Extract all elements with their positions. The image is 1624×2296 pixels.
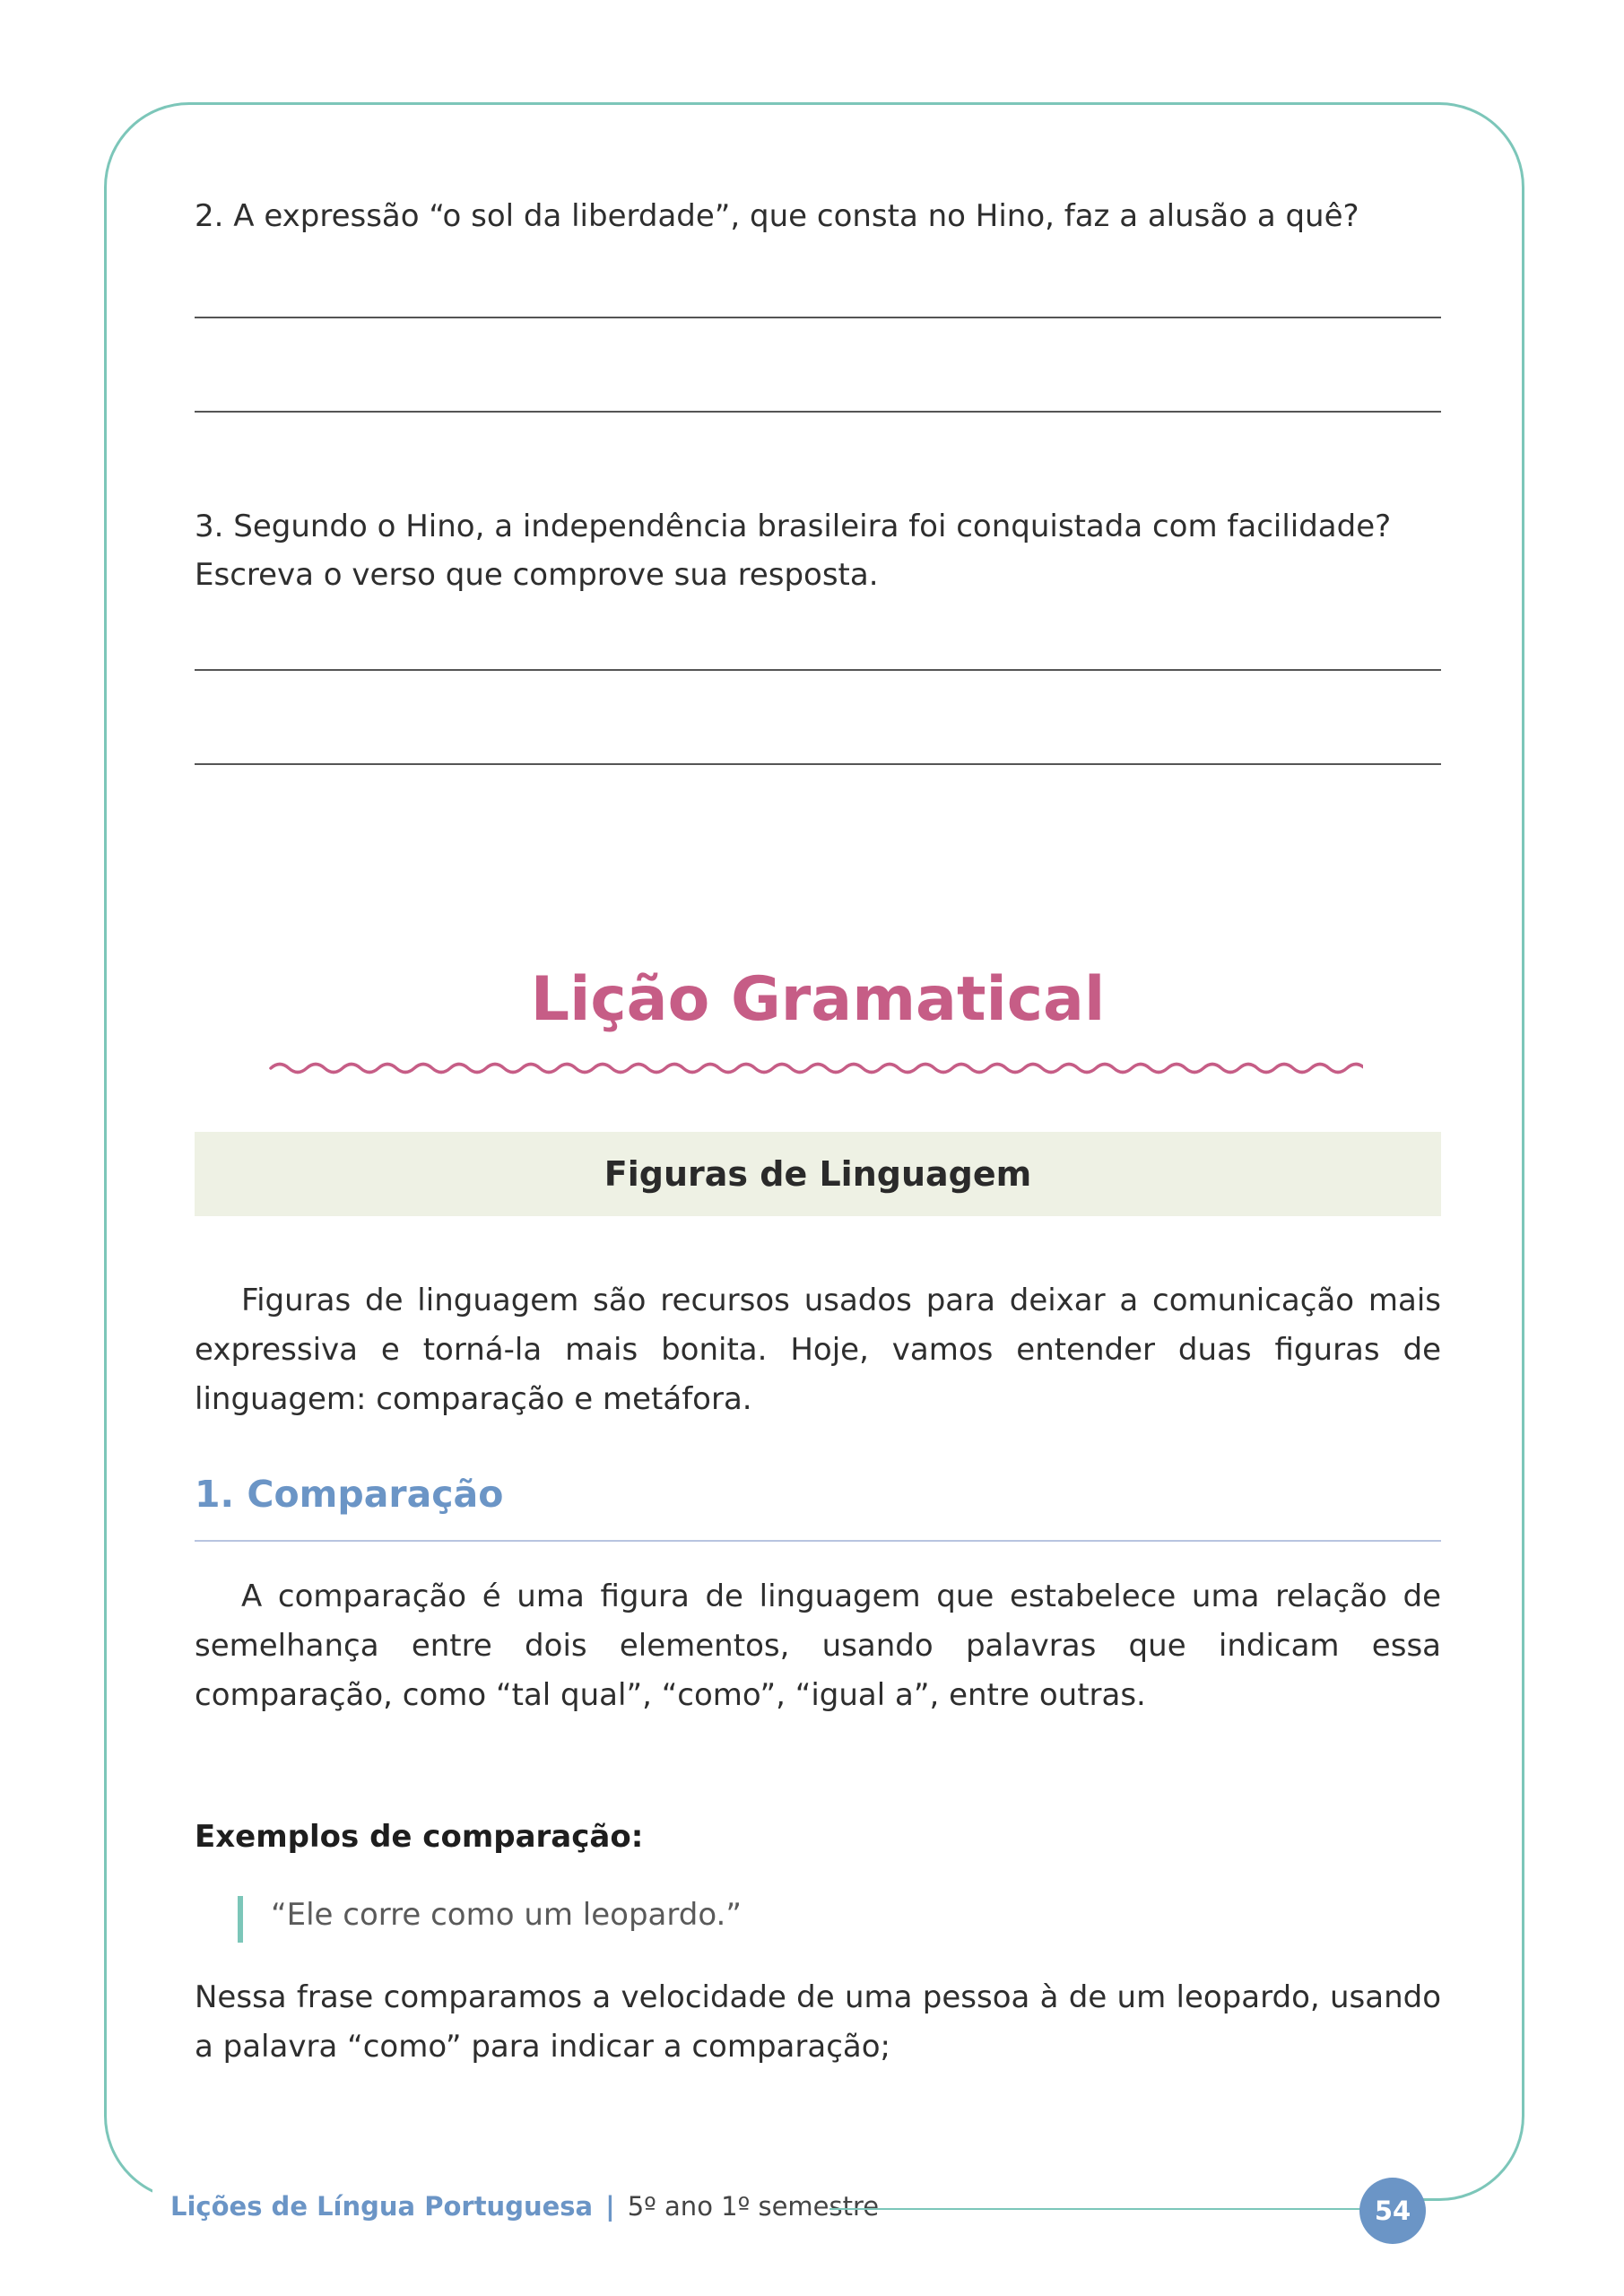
footer [170, 2191, 879, 2222]
footer-grade: 5º ano 1º semestre [627, 2191, 880, 2222]
footer-separator: | [605, 2191, 615, 2222]
lesson-title: Lição Gramatical [530, 964, 1106, 1035]
answer-line [195, 411, 1441, 413]
subsection-heading: 1. Comparação [195, 1473, 504, 1516]
examples-label: Exemplos de comparação: [195, 1819, 644, 1855]
footer-book-title: Lições de Língua Portuguesa [170, 2191, 594, 2222]
comparison-paragraph: A comparação é uma figura de linguagem que estabelece uma relação de semelhança entre dois elementos, usando palavras que indicam essa comparação, como “tal qual”, “como”, “igual a”, entre outras. [195, 1578, 1441, 1713]
section-title: Figuras de Linguagem [604, 1154, 1032, 1194]
example-quote: “Ele corre como um leopardo.” [271, 1897, 742, 1933]
example-explanation: Nessa frase comparamos a velocidade de uma pessoa à de um leopardo, usando a palavra “como” para indicar a comparação; [195, 1979, 1441, 2065]
footer-rule [829, 2208, 1368, 2210]
answer-line [195, 317, 1441, 318]
answer-line [195, 763, 1441, 765]
quote-bar [238, 1896, 243, 1943]
subsection-rule [195, 1540, 1441, 1542]
question-2: 2. A expressão “o sol da liberdade”, que consta no Hino, faz a alusão a quê? [195, 198, 1359, 234]
question-3: 3. Segundo o Hino, a independência brasileira foi conquistada com facilidade? Escreva o verso que comprove sua resposta. [195, 509, 1392, 593]
section-title-box [195, 1132, 1441, 1216]
answer-line [195, 669, 1441, 671]
page-number-badge: 54 [1359, 2178, 1426, 2244]
decorative-wave-divider [269, 1058, 1363, 1078]
intro-paragraph: Figuras de linguagem são recursos usados para deixar a comunicação mais expressiva e torná-la mais bonita. Hoje, vamos entender duas figuras de linguagem: comparação e metáfora. [195, 1283, 1441, 1417]
